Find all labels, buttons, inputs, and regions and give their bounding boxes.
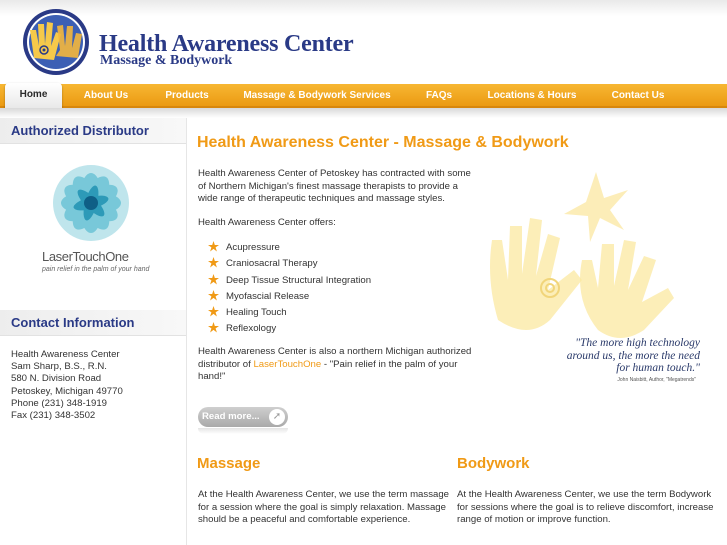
- read-more-button[interactable]: [198, 407, 288, 427]
- arrow-circle-icon: ➚: [269, 409, 285, 425]
- nav-shadow: [0, 108, 727, 118]
- nav-products[interactable]: Products: [165, 90, 209, 101]
- authorized-distributor-heading: [0, 118, 186, 144]
- sidebar: [0, 118, 186, 545]
- contact-line: Sam Sharp, B.S., R.N.: [11, 361, 107, 373]
- service-label: Deep Tissue Structural Integration: [226, 274, 372, 286]
- distributor-text-post: - "Pain relief in the palm of your hand!": [198, 358, 458, 382]
- nav-faqs[interactable]: FAQs: [425, 90, 453, 101]
- site-title[interactable]: Health Awareness Center: [99, 31, 354, 57]
- contact-line: Fax (231) 348-3502: [11, 410, 96, 422]
- main-nav: [0, 84, 727, 108]
- contact-line: Petoskey, Michigan 49770: [11, 385, 123, 397]
- read-more-label: Read more...: [202, 411, 260, 422]
- contact-information-label: Contact Information: [11, 315, 135, 330]
- massage-text: At the Health Awareness Center, we use the term massage for a session where the goal is simply relaxation. Massage should be a peaceful and comfortable experience.: [198, 489, 449, 525]
- lasertouch-flower-icon[interactable]: [41, 160, 141, 250]
- lasertouch-tagline: pain relief in the palm of your hand: [42, 266, 150, 273]
- hands-logo-icon[interactable]: [20, 8, 92, 76]
- contact-information-heading: [0, 310, 186, 336]
- service-label: Myofascial Release: [226, 290, 310, 302]
- star-bullet-icon: [208, 306, 219, 317]
- nav-massage-bodywork-services[interactable]: Massage & Bodywork Services: [243, 90, 391, 101]
- nav-contact-us[interactable]: Contact Us: [611, 90, 665, 101]
- site-header: [0, 0, 727, 84]
- hero-quote-author: John Naisbitt, Author, "Megatrends": [617, 377, 696, 383]
- nav-home[interactable]: Home: [5, 83, 62, 108]
- nav-about-us[interactable]: About Us: [83, 90, 129, 101]
- lasertouch-link[interactable]: LaserTouchOne: [253, 358, 322, 370]
- hero-quote: "The more high technology around us, the more the need for human touch.": [566, 337, 700, 374]
- contact-line: Phone (231) 348-1919: [11, 397, 108, 409]
- service-label: Acupressure: [226, 242, 280, 253]
- star-bullet-icon: [208, 290, 219, 301]
- star-bullet-icon: [208, 241, 219, 252]
- bodywork-text: At the Health Awareness Center, we use the term Bodywork for sessions where the goal is to relieve discomfort, increase range of motion or improve function.: [457, 489, 714, 525]
- star-bullet-icon: [208, 257, 219, 268]
- star-bullet-icon: [208, 322, 219, 333]
- offers-label: Health Awareness Center offers:: [198, 217, 336, 228]
- contact-line: Health Awareness Center: [11, 349, 120, 360]
- intro-paragraph: Health Awareness Center of Petoskey has contracted with some of Northern Michigan's finest massage therapists to provide a wide range of therapeutic techniques and massage styles.: [198, 168, 471, 204]
- bodywork-heading: Bodywork: [457, 455, 530, 472]
- site-subtitle: Massage & Bodywork: [100, 53, 233, 68]
- lasertouch-name[interactable]: LaserTouchOne: [42, 249, 129, 264]
- read-more-reflection: [198, 428, 288, 434]
- distributor-paragraph: [198, 346, 480, 384]
- service-label: Craniosacral Therapy: [226, 258, 318, 270]
- authorized-distributor-label: Authorized Distributor: [11, 123, 149, 138]
- star-bullet-icon: [208, 274, 219, 285]
- nav-locations-hours[interactable]: Locations & Hours: [487, 90, 577, 101]
- massage-heading: Massage: [197, 455, 261, 472]
- contact-line: 580 N. Division Road: [11, 373, 102, 385]
- page-title: Health Awareness Center - Massage & Bodywork: [197, 134, 569, 151]
- distributor-text-pre: Health Awareness Center is also a northern Michigan authorized distributor of: [198, 346, 472, 370]
- service-label: Reflexology: [226, 323, 277, 335]
- service-label: Healing Touch: [226, 307, 287, 319]
- contact-details: [11, 349, 123, 422]
- sidebar-divider: [186, 118, 187, 545]
